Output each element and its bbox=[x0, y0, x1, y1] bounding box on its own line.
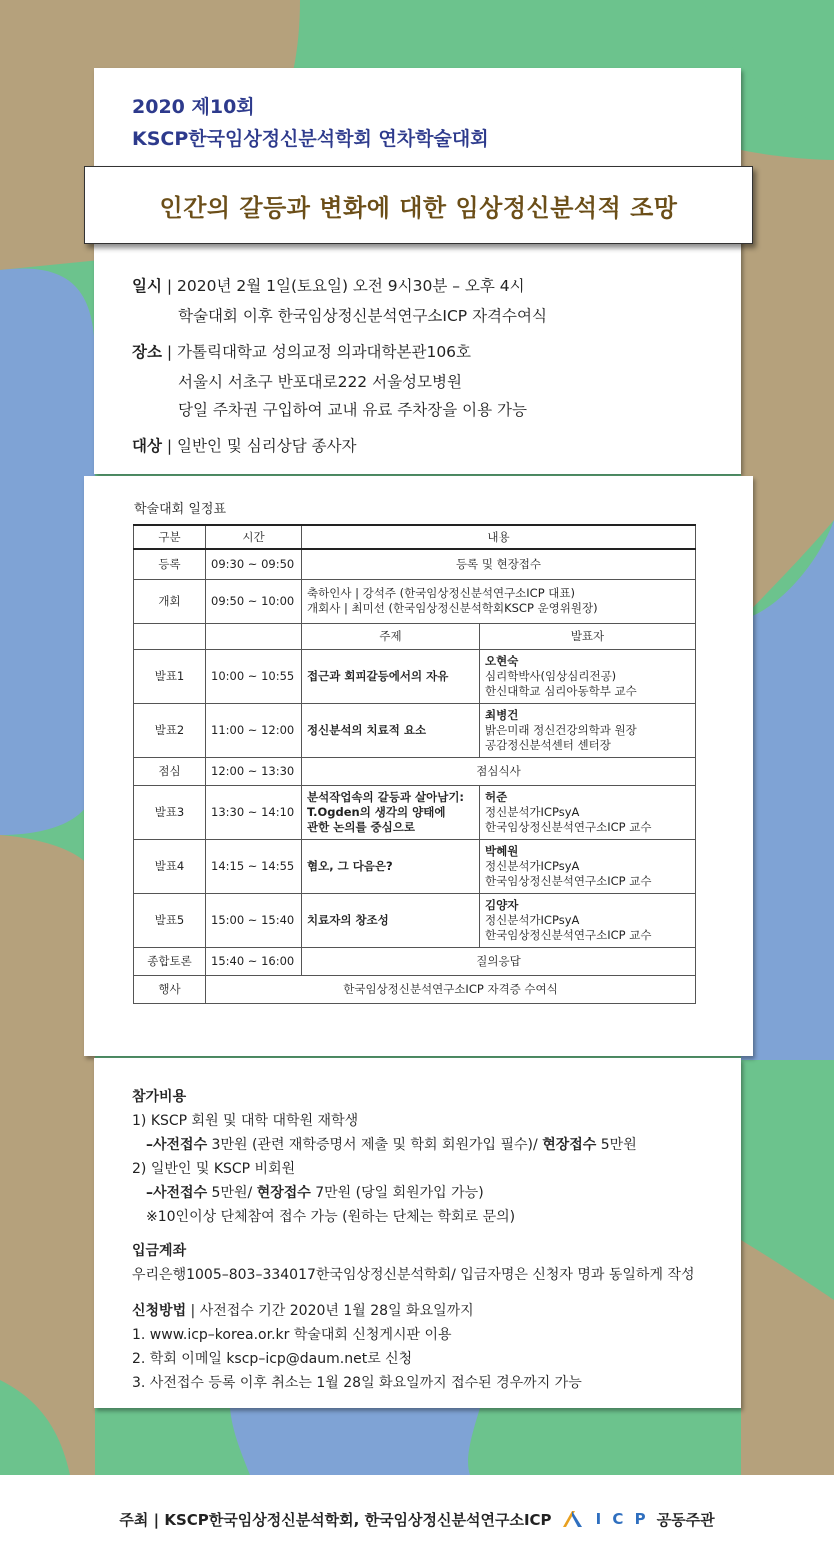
details-card bbox=[94, 1058, 741, 1408]
table-row bbox=[134, 703, 696, 757]
apply-title: 신청방법 bbox=[132, 1303, 187, 1319]
section-cell: 발표4 bbox=[134, 839, 206, 893]
section-cell: 등록 bbox=[134, 549, 206, 579]
pre-reg-fee: 5만원/ bbox=[207, 1185, 257, 1201]
speaker-affil: 공감정신분석센터 센터장 bbox=[485, 737, 611, 752]
title-banner bbox=[84, 166, 753, 244]
account-text: 우리은행1005–803–334017한국임상정신분석학회/ 입금자명은 신청자 명과 동일하게 작성 bbox=[132, 1267, 695, 1283]
speaker-name: 박혜원 bbox=[485, 843, 519, 858]
section-cell: 발표1 bbox=[134, 649, 206, 703]
footer bbox=[0, 1475, 834, 1563]
content-cell: 점심식사 bbox=[302, 757, 696, 785]
table-row bbox=[134, 785, 696, 839]
fee-item-1-detail bbox=[146, 1134, 637, 1154]
fee-item-2-detail bbox=[146, 1182, 484, 1202]
info-card bbox=[94, 68, 741, 474]
header-cell: 내용 bbox=[302, 525, 696, 549]
time-cell: 12:00 ~ 13:30 bbox=[206, 757, 302, 785]
speaker-affil: 한국임상정신분석연구소ICP 교수 bbox=[485, 819, 652, 834]
topic-header: 주제 bbox=[302, 623, 480, 649]
table-row bbox=[134, 893, 696, 947]
header-cell: 구분 bbox=[134, 525, 206, 549]
speaker-title: 심리학박사(임상심리전공) bbox=[485, 668, 617, 683]
target-value: 일반인 및 심리상담 종사자 bbox=[177, 437, 357, 455]
speaker-name: 허준 bbox=[485, 789, 508, 804]
date-label: 일시 bbox=[132, 277, 162, 295]
co-host-text: 공동주관 bbox=[656, 1510, 715, 1529]
table-row bbox=[134, 975, 696, 1003]
speaker-header: 발표자 bbox=[480, 623, 696, 649]
table-row bbox=[134, 649, 696, 703]
schedule-title: 학술대회 일정표 bbox=[134, 502, 227, 517]
pre-reg-label: –사전접수 bbox=[146, 1137, 208, 1153]
time-cell: 11:00 ~ 12:00 bbox=[206, 703, 302, 757]
fee-item-1: 1) KSCP 회원 및 대학 대학원 재학생 bbox=[132, 1113, 359, 1129]
date-row: 일시 | 2020년 2월 1일(토요일) 오전 9시30분 – 오후 4시 bbox=[132, 277, 525, 295]
table-row bbox=[134, 579, 696, 623]
content-cell: 질의응답 bbox=[302, 947, 696, 975]
place-label: 장소 bbox=[132, 343, 162, 361]
topic-cell: 혐오, 그 다음은? bbox=[302, 839, 480, 893]
table-header-row bbox=[134, 525, 696, 549]
apply-step-3: 3. 사전접수 등록 이후 취소는 1월 28일 화요일까지 접수된 경우까지 가능 bbox=[132, 1375, 582, 1391]
speaker-affil: 한국임상정신분석연구소ICP 교수 bbox=[485, 873, 652, 888]
target-label: 대상 bbox=[132, 437, 162, 455]
speaker-title: 정신분석가ICPsyA bbox=[485, 858, 580, 873]
onsite-fee: 7만원 (당일 회원가입 가능) bbox=[310, 1185, 484, 1201]
place-row: 장소 | 가톨릭대학교 성의교정 의과대학본관106호 bbox=[132, 343, 472, 361]
time-cell: 14:15 ~ 14:55 bbox=[206, 839, 302, 893]
date-note: 학술대회 이후 한국임상정신분석연구소ICP 자격수여식 bbox=[178, 307, 547, 325]
topic-line: 관한 논의를 중심으로 bbox=[307, 819, 415, 834]
conference-year: 2020 제10회 bbox=[132, 96, 255, 118]
section-cell: 발표2 bbox=[134, 703, 206, 757]
speaker-name: 최병건 bbox=[485, 707, 519, 722]
table-row bbox=[134, 757, 696, 785]
content-cell: 한국임상정신분석연구소ICP 자격증 수여식 bbox=[206, 975, 696, 1003]
apply-header bbox=[132, 1300, 474, 1320]
subheader-row bbox=[134, 623, 696, 649]
speaker-cell bbox=[480, 839, 696, 893]
speaker-affil: 한국임상정신분석연구소ICP 교수 bbox=[485, 927, 652, 942]
fees-title: 참가비용 bbox=[132, 1089, 187, 1105]
speaker-title: 정신분석가ICPsyA bbox=[485, 804, 580, 819]
apply-step-1: 1. www.icp–korea.or.kr 학술대회 신청게시판 이용 bbox=[132, 1327, 452, 1343]
time-cell: 15:00 ~ 15:40 bbox=[206, 893, 302, 947]
icp-logo-text: I C P bbox=[595, 1510, 649, 1528]
section-cell: 발표5 bbox=[134, 893, 206, 947]
opening-line: 개회사 | 최미선 (한국임상정신분석학회KSCP 운영위원장) bbox=[307, 601, 598, 615]
place-address: 서울시 서초구 반포대로222 서울성모병원 bbox=[178, 373, 462, 391]
time-cell: 09:30 ~ 09:50 bbox=[206, 549, 302, 579]
topic-line: 분석작업속의 갈등과 살아남기: bbox=[307, 789, 465, 804]
speaker-cell bbox=[480, 649, 696, 703]
time-cell: 09:50 ~ 10:00 bbox=[206, 579, 302, 623]
section-cell: 발표3 bbox=[134, 785, 206, 839]
apply-period: | 사전접수 기간 2020년 1월 28일 화요일까지 bbox=[186, 1303, 474, 1319]
speaker-cell bbox=[480, 785, 696, 839]
section-cell: 종합토론 bbox=[134, 947, 206, 975]
time-cell: 13:30 ~ 14:10 bbox=[206, 785, 302, 839]
schedule-table bbox=[133, 524, 696, 1004]
content-cell: 등록 및 현장접수 bbox=[302, 549, 696, 579]
speaker-title: 정신분석가ICPsyA bbox=[485, 912, 580, 927]
speaker-cell bbox=[480, 893, 696, 947]
table-row bbox=[134, 947, 696, 975]
pre-reg-label: –사전접수 bbox=[146, 1185, 208, 1201]
header-cell: 시간 bbox=[206, 525, 302, 549]
onsite-label: 현장접수 bbox=[542, 1137, 597, 1153]
main-title: 인간의 갈등과 변화에 대한 임상정신분석적 조망 bbox=[159, 193, 678, 222]
group-note: ※10인이상 단체참여 접수 가능 (원하는 단체는 학회로 문의) bbox=[146, 1209, 516, 1225]
topic-cell: 치료자의 창조성 bbox=[302, 893, 480, 947]
speaker-affil: 한신대학교 심리아동학부 교수 bbox=[485, 683, 637, 698]
icp-logo-icon bbox=[560, 1509, 586, 1529]
section-cell: 점심 bbox=[134, 757, 206, 785]
host-text: 주최 | KSCP한국임상정신분석학회, 한국임상정신분석연구소ICP bbox=[119, 1510, 552, 1529]
topic-cell: 접근과 회피갈등에서의 자유 bbox=[302, 649, 480, 703]
table-row bbox=[134, 549, 696, 579]
onsite-fee: 5만원 bbox=[596, 1137, 637, 1153]
section-cell: 행사 bbox=[134, 975, 206, 1003]
account-title: 입금계좌 bbox=[132, 1243, 187, 1259]
speaker-name: 오현숙 bbox=[485, 653, 519, 668]
topic-cell bbox=[302, 785, 480, 839]
place-value: 가톨릭대학교 성의교정 의과대학본관106호 bbox=[177, 343, 472, 361]
conference-name: KSCP한국임상정신분석학회 연차학술대회 bbox=[132, 128, 489, 150]
target-row: 대상 | 일반인 및 심리상담 종사자 bbox=[132, 437, 357, 455]
fee-item-2: 2) 일반인 및 KSCP 비회원 bbox=[132, 1161, 296, 1177]
greeting-line: 축하인사 | 강석주 (한국임상정신분석연구소ICP 대표) bbox=[307, 586, 576, 600]
time-cell: 10:00 ~ 10:55 bbox=[206, 649, 302, 703]
time-cell: 15:40 ~ 16:00 bbox=[206, 947, 302, 975]
table-row bbox=[134, 839, 696, 893]
section-cell: 개회 bbox=[134, 579, 206, 623]
speaker-cell bbox=[480, 703, 696, 757]
schedule-card bbox=[84, 476, 753, 1056]
topic-line: T.Ogden의 생각의 양태에 bbox=[307, 804, 446, 819]
topic-cell: 정신분석의 치료적 요소 bbox=[302, 703, 480, 757]
speaker-name: 김양자 bbox=[485, 897, 519, 912]
onsite-label: 현장접수 bbox=[256, 1185, 311, 1201]
pre-reg-fee: 3만원 (관련 재학증명서 제출 및 학회 회원가입 필수)/ bbox=[207, 1137, 543, 1153]
apply-step-2: 2. 학회 이메일 kscp–icp@daum.net로 신청 bbox=[132, 1351, 413, 1367]
date-value: 2020년 2월 1일(토요일) 오전 9시30분 – 오후 4시 bbox=[177, 277, 525, 295]
content-cell bbox=[302, 579, 696, 623]
place-note: 당일 주차권 구입하여 교내 유료 주차장을 이용 가능 bbox=[178, 401, 527, 419]
speaker-title: 밝은미래 정신건강의학과 원장 bbox=[485, 722, 637, 737]
icp-logo bbox=[560, 1509, 649, 1529]
